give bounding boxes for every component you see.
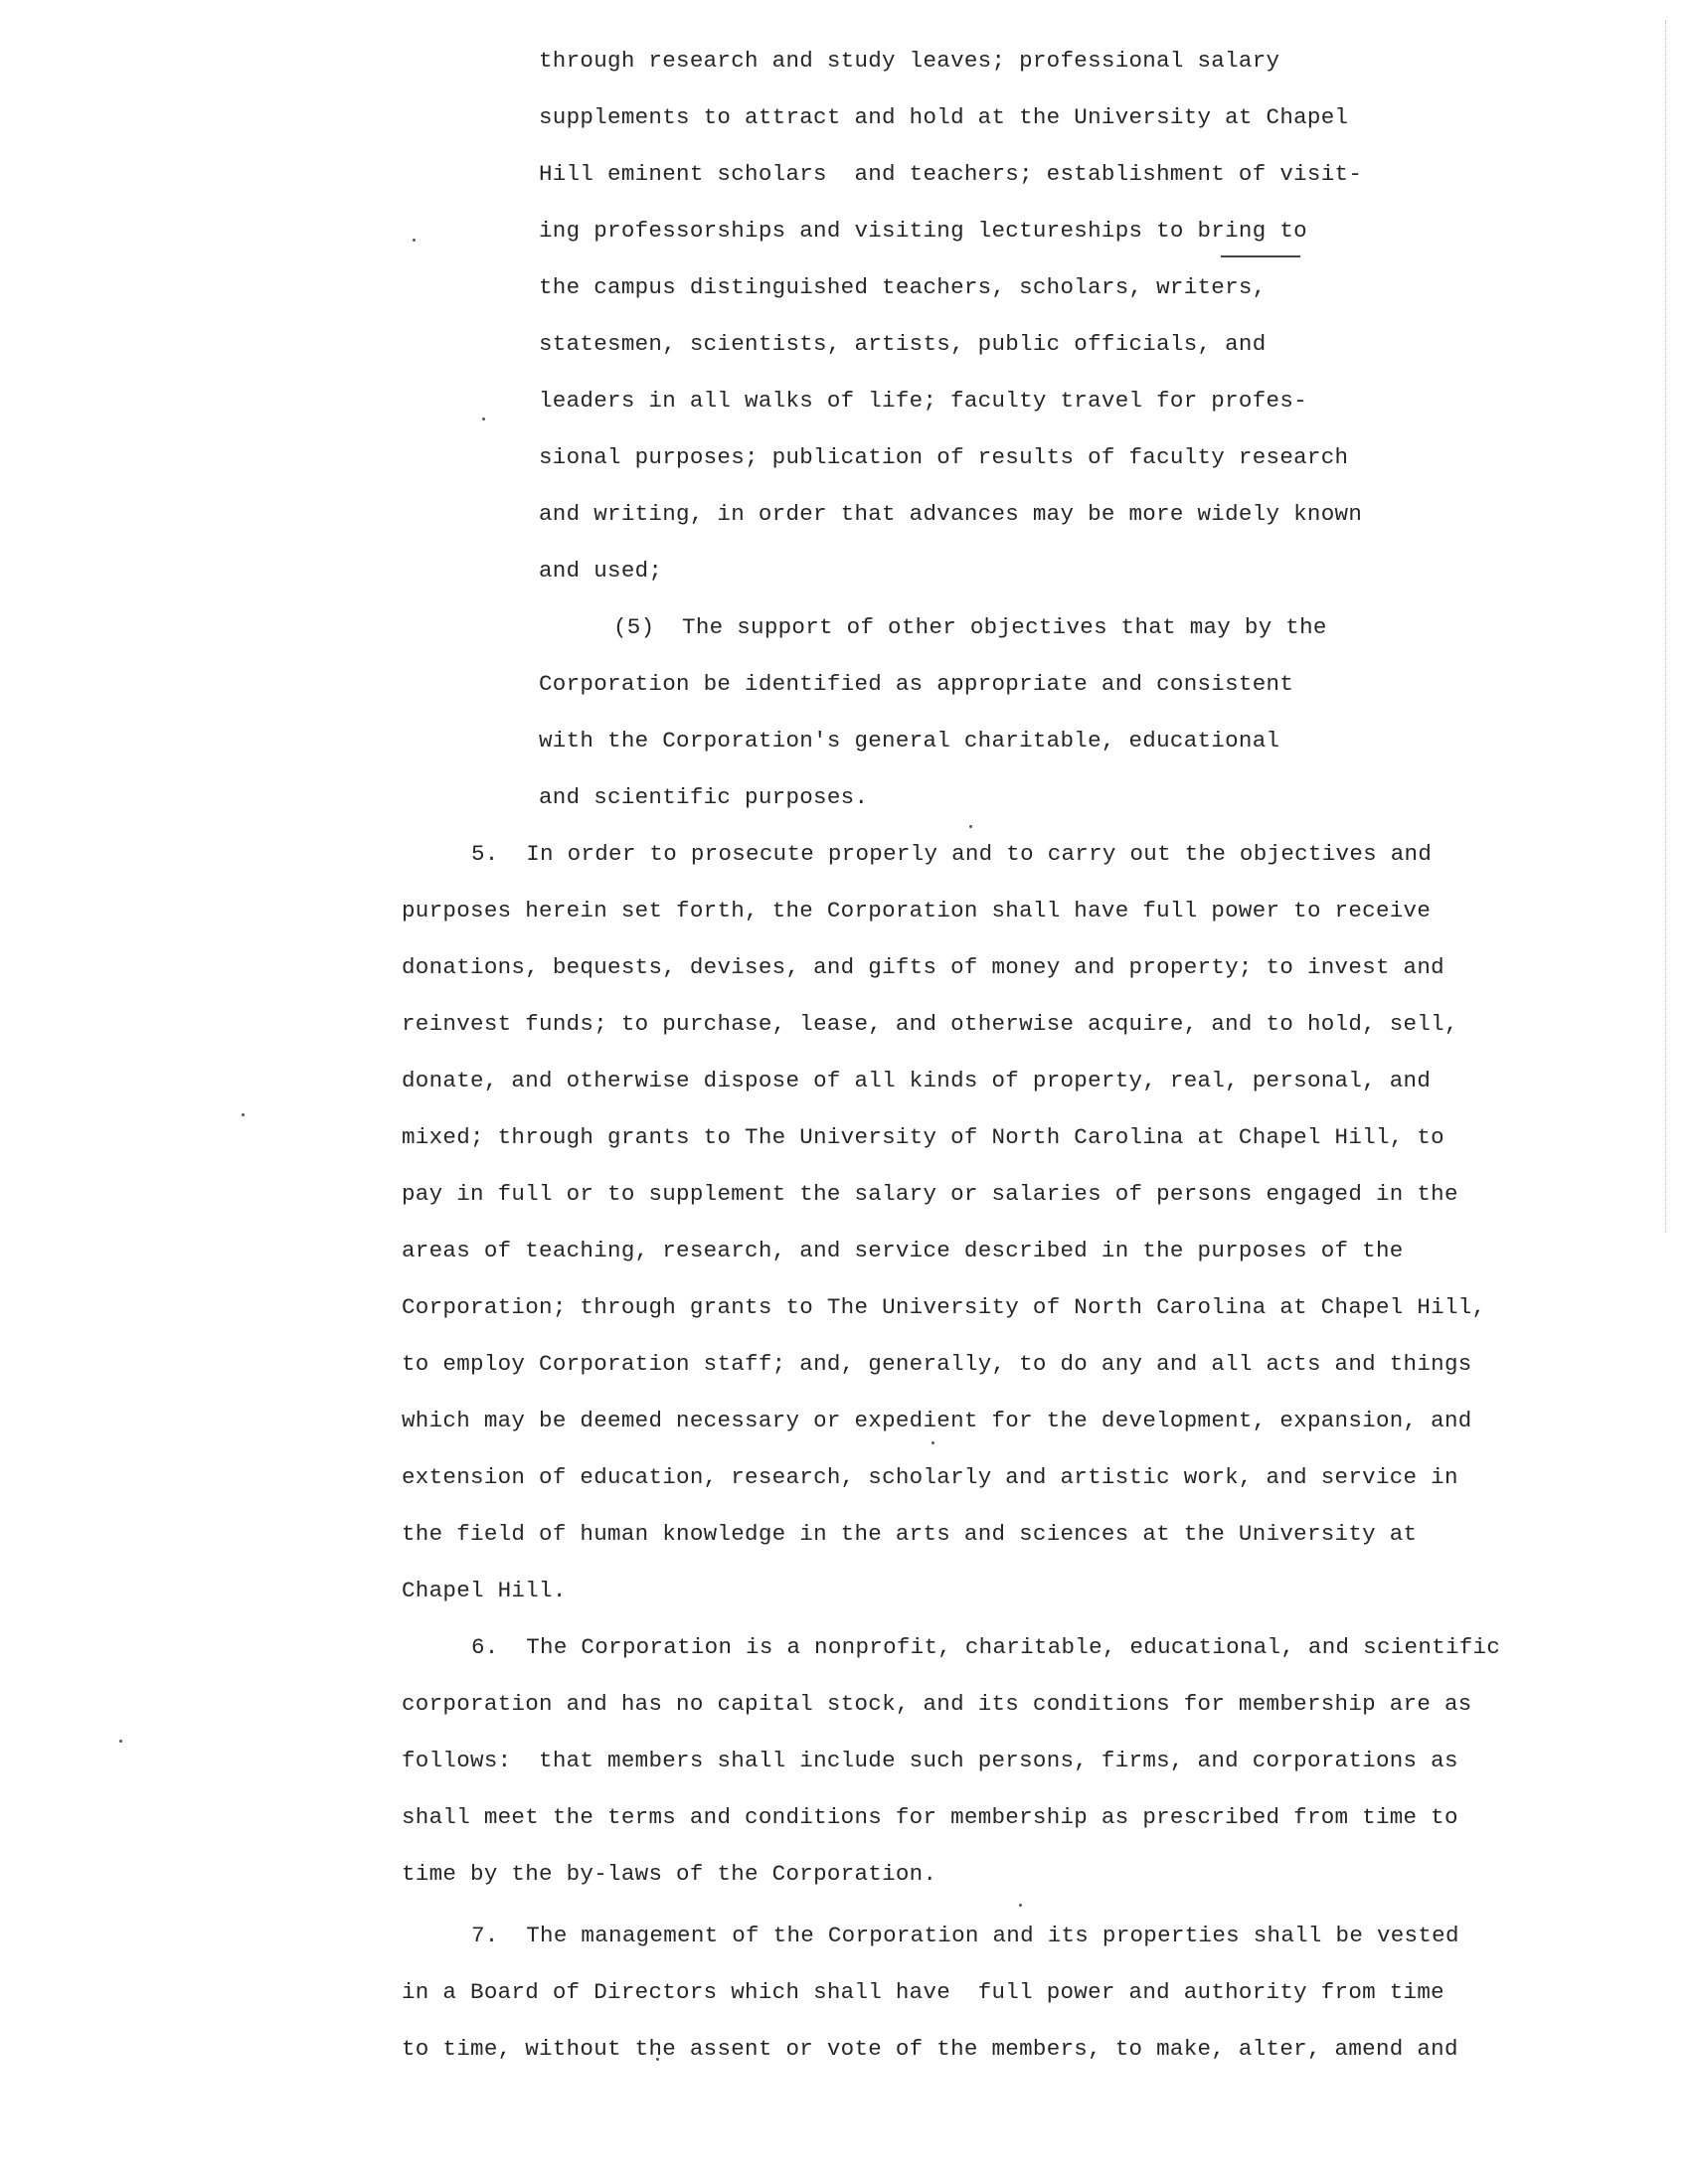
- text-line: supplements to attract and hold at the University at Chapel: [539, 104, 1349, 130]
- text-line: with the Corporation's general charitable, educational: [539, 728, 1280, 754]
- text-line: areas of teaching, research, and service described in the purposes of the: [402, 1238, 1404, 1263]
- paragraph-start: 6. The Corporation is a nonprofit, charitable, educational, and scientific: [471, 1634, 1501, 1660]
- text-line: leaders in all walks of life; faculty travel for profes-: [539, 388, 1307, 414]
- text-line: Corporation be identified as appropriate and consistent: [539, 671, 1294, 697]
- paragraph-start: 7. The management of the Corporation and its properties shall be vested: [471, 1923, 1459, 1948]
- text-line: and used;: [539, 558, 663, 584]
- scan-speck: [482, 418, 485, 420]
- text-line: pay in full or to supplement the salary or salaries of persons engaged in the: [402, 1181, 1458, 1207]
- text-line: follows: that members shall include such persons, firms, and corporations as: [402, 1748, 1458, 1773]
- scan-edge-line: [1665, 20, 1666, 1233]
- handwritten-underline: [1221, 255, 1300, 257]
- text-line: to employ Corporation staff; and, generally, to do any and all acts and things: [402, 1351, 1472, 1377]
- text-line: through research and study leaves; professional salary: [539, 48, 1280, 74]
- text-line: corporation and has no capital stock, and its conditions for membership are as: [402, 1691, 1472, 1717]
- text-line: time by the by-laws of the Corporation.: [402, 1861, 937, 1887]
- text-line: purposes herein set forth, the Corporation shall have full power to receive: [402, 898, 1432, 924]
- text-line: donate, and otherwise dispose of all kinds of property, real, personal, and: [402, 1068, 1432, 1093]
- text-line: mixed; through grants to The University of North Carolina at Chapel Hill, to: [402, 1124, 1444, 1150]
- scan-speck: [1019, 1904, 1022, 1907]
- text-line: statesmen, scientists, artists, public officials, and: [539, 331, 1267, 357]
- text-line: and writing, in order that advances may be more widely known: [539, 501, 1363, 527]
- text-line: shall meet the terms and conditions for membership as prescribed from time to: [402, 1804, 1458, 1830]
- text-line: Hill eminent scholars and teachers; establishment of visit-: [539, 161, 1363, 187]
- text-line: in a Board of Directors which shall have full power and authority from time: [402, 1979, 1444, 2005]
- scan-speck: [413, 239, 416, 242]
- text-line: which may be deemed necessary or expedient for the development, expansion, and: [402, 1408, 1472, 1433]
- text-line: (5) The support of other objectives that may by the: [613, 614, 1327, 640]
- text-line: the field of human knowledge in the arts and sciences at the University at: [402, 1521, 1418, 1547]
- scan-speck: [969, 825, 972, 828]
- scan-speck: [932, 1441, 934, 1444]
- scan-speck: [242, 1113, 245, 1116]
- text-line: extension of education, research, scholarly and artistic work, and service in: [402, 1464, 1458, 1490]
- text-line: the campus distinguished teachers, scholars, writers,: [539, 274, 1267, 300]
- text-line: Corporation; through grants to The University of North Carolina at Chapel Hill,: [402, 1294, 1486, 1320]
- text-line: sional purposes; publication of results of faculty research: [539, 444, 1349, 470]
- text-line: Chapel Hill.: [402, 1578, 567, 1603]
- paragraph-start: 5. In order to prosecute properly and to carry out the objectives and: [471, 841, 1433, 867]
- text-line: and scientific purposes.: [539, 784, 869, 810]
- text-line: to time, without the assent or vote of the members, to make, alter, amend and: [402, 2036, 1458, 2062]
- scan-speck: [119, 1740, 122, 1743]
- text-line: reinvest funds; to purchase, lease, and otherwise acquire, and to hold, sell,: [402, 1011, 1458, 1037]
- text-line: donations, bequests, devises, and gifts of money and property; to invest and: [402, 954, 1444, 980]
- text-line: ing professorships and visiting lectureships to bring to: [539, 218, 1307, 244]
